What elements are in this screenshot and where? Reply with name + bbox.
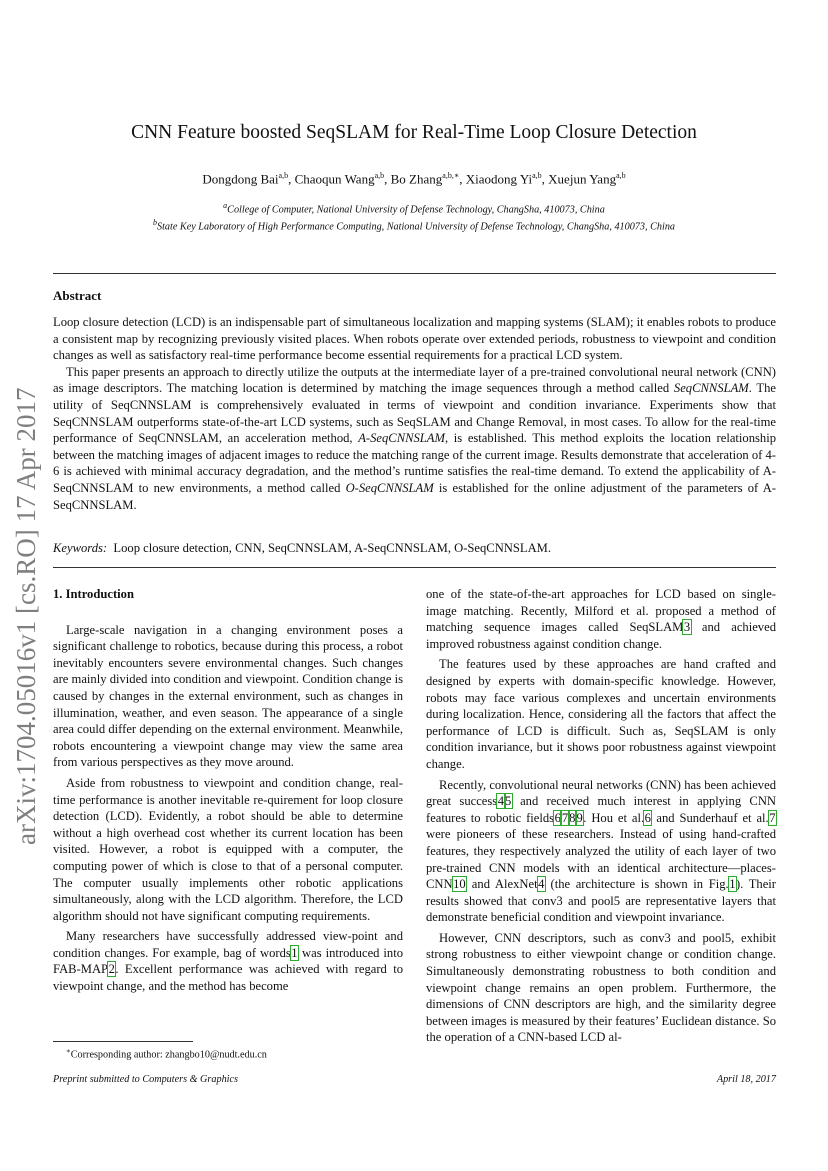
author-name: Xuejun Yang	[548, 171, 617, 187]
keywords	[53, 541, 776, 556]
body-paragraph: Aside from robustness to viewpoint and condition change, real-time performance is another inevitable re-quirement for loop closure detection (LCD). Evidently, a robot should be able to determine without a high overhead cost whether its current location has been visited. However, a robot is equipped with a computer, the computing power of which is close to that of a personal computer. The computer usually implements other robotic applications simultaneously, along with the LCD algorithm. Therefore, the LCD algorithm should not have significant computing requirements.	[53, 775, 403, 923]
footer-date: April 18, 2017	[716, 1074, 776, 1085]
footnote: ∗Corresponding author: zhangbo10@nudt.edu.cn	[66, 1047, 267, 1061]
footnote-rule	[53, 1041, 193, 1042]
author-name: Bo Zhang	[390, 171, 443, 187]
body-paragraph: Large-scale navigation in a changing environment poses a significant challenge to robotics, because during this process, a robot inevitably encounters severe environmental changes. Such changes are mainly divided into condition and viewpoint. Condition change is caused by changes in the external environment, such as changes in illumination, weather, and even season. The appearance of a single area could differ depending on the external environment. Meanwhile, robots encountering a viewpoint change may view the same area from various perspectives as they move around.	[53, 622, 403, 770]
citation-link[interactable]: 9	[576, 810, 583, 825]
body-paragraph: The features used by these approaches are hand crafted and designed by experts with domain-specific knowledge. However, robots may face various complexes and uncertain environments during localization. Hence, considering all the factors that affect the performance of LCD is difficult. Such as, SeqSLAM is only condition invariance, but it shows poor robustness against viewpoint change.	[426, 657, 776, 771]
right-column	[426, 586, 776, 1050]
body-paragraph: However, CNN descriptors, such as conv3 and pool5, exhibit strong robustness to either viewpoint change or condition change. Simultaneously demonstrating robustness to both condition and viewpoint change remains an open problem. Furthermore, the dimensions of CNN descriptors are high, and the similarity degree between images is measured by their features’ Euclidean distance. So the operation of a CNN-based LCD al-	[426, 930, 776, 1045]
abstract-bottom-rule	[53, 567, 776, 568]
left-column	[53, 586, 403, 999]
abstract-heading: Abstract	[53, 288, 102, 303]
citation-link[interactable]: 4	[497, 794, 505, 809]
citation-link[interactable]: 10	[453, 877, 466, 892]
author-name: Dongdong Bai	[202, 171, 279, 187]
abstract-paragraph-2: This paper presents an approach to directly utilize the outputs at the intermediate layer of a pre-trained convolutional neural network (CNN) as image descriptors. The matching location is determined by matching the image sequences through a method called SeqCNNSLAM. The utility of SeqCNNSLAM is comprehensively evaluated in terms of viewpoint and condition invariance. Experiments show that SeqCNNSLAM outperforms state-of-the-art LCD systems, such as SeqSLAM and Change Removal, in most cases. To allow for the real-time performance of SeqCNNSLAM, an acceleration method, A-SeqCNNSLAM, is established. This method exploits the location relationship between the matching images of adjacent images to reduce the matching range of the current image. Results demonstrate that acceleration of 4-6 is achieved with minimal accuracy degradation, and the method’s runtime satisfies the real-time demand. To extend the applicability of A-SeqCNNSLAM to new environments, a method called O-SeqCNNSLAM is established for the online adjustment of the parameters of A-SeqCNNSLAM.	[53, 364, 776, 512]
citation-link[interactable]: 2	[108, 962, 115, 977]
abstract-paragraph-1: Loop closure detection (LCD) is an indispensable part of simultaneous localization and mapping systems (SLAM); it enables robots to produce a consistent map by recognizing previously visited places. When robots operate over extended periods, robustness to viewpoint and condition changes as well as satisfactory real-time performance become essential requirements for a practical LCD system.	[53, 315, 776, 363]
section-heading: 1. Introduction	[53, 587, 134, 601]
footer-submission: Preprint submitted to Computers & Graphics	[53, 1074, 238, 1085]
figure-link[interactable]: 1	[729, 877, 736, 892]
citation-link[interactable]: 1	[291, 945, 298, 960]
author-name: Chaoqun Wang	[294, 171, 375, 187]
author-list: Dongdong Bai$^{a,b}$, Chaoqun Wang$^{a,b}$, Bo Zhang$^{a,b,∗}$, Xiaodong Yi$^{a,b}$, Xuejun Yang$^{a,b}$	[202, 171, 626, 187]
body-paragraph: Many researchers have successfully addressed view-point and condition changes. For example, bag of words1 was introduced into FAB-MAP2. Excellent performance was achieved with regard to viewpoint change, and the method has become	[53, 929, 403, 994]
top-rule	[53, 273, 776, 274]
citation-link[interactable]: 3	[683, 620, 691, 635]
citation-link[interactable]: 8	[569, 810, 576, 825]
citation-link[interactable]: 4	[538, 877, 545, 892]
abstract-body	[53, 314, 776, 513]
citation-link[interactable]: 7	[769, 810, 776, 825]
paper-title: CNN Feature boosted SeqSLAM for Real-Time Loop Closure Detection	[131, 122, 697, 143]
affiliations	[0, 199, 828, 234]
arxiv-identifier: arXiv:1704.05016v1 [cs.RO] 17 Apr 2017	[11, 387, 41, 845]
citation-link[interactable]: 6	[554, 810, 561, 825]
author-name: Xiaodong Yi	[465, 171, 533, 187]
citation-link[interactable]: 6	[644, 810, 651, 825]
citation-link[interactable]: 7	[561, 810, 569, 825]
keywords-label: Keywords:	[53, 541, 108, 555]
body-paragraph: Recently, convolutional neural networks (CNN) has been achieved great success45 and received much interest in applying CNN features to robotic fields6789. Hou et al.6 and Sunderhauf et al.7 were pioneers of these researchers. Instead of using hand-crafted features, they respectively analyzed the utility of each layer of two pre-trained CNN models with an identical architecture—places-CNN10 and AlexNet4 (the architecture is shown in Fig.1). Their results showed that conv3 and pool5 are representative layers that demonstrate beneficial condition and viewpoint invariance.	[426, 777, 777, 925]
affiliation-a: $^a$College of Computer, National University of Defense Technology, ChangSha, 410073, China	[223, 201, 605, 216]
affiliation-b: $^b$State Key Laboratory of High Performance Computing, National University of Defense Technology, ChangSha, 410073, China	[152, 218, 676, 233]
keywords-text: Loop closure detection, CNN, SeqCNNSLAM, A-SeqCNNSLAM, O-SeqCNNSLAM.	[113, 541, 552, 555]
body-paragraph: one of the state-of-the-art approaches for LCD based on single-image matching. Recently, Milford et al. proposed a method of matching sequence images called SeqSLAM3 and achieved improved robustness against condition change.	[426, 587, 776, 651]
citation-link[interactable]: 5	[505, 794, 512, 809]
